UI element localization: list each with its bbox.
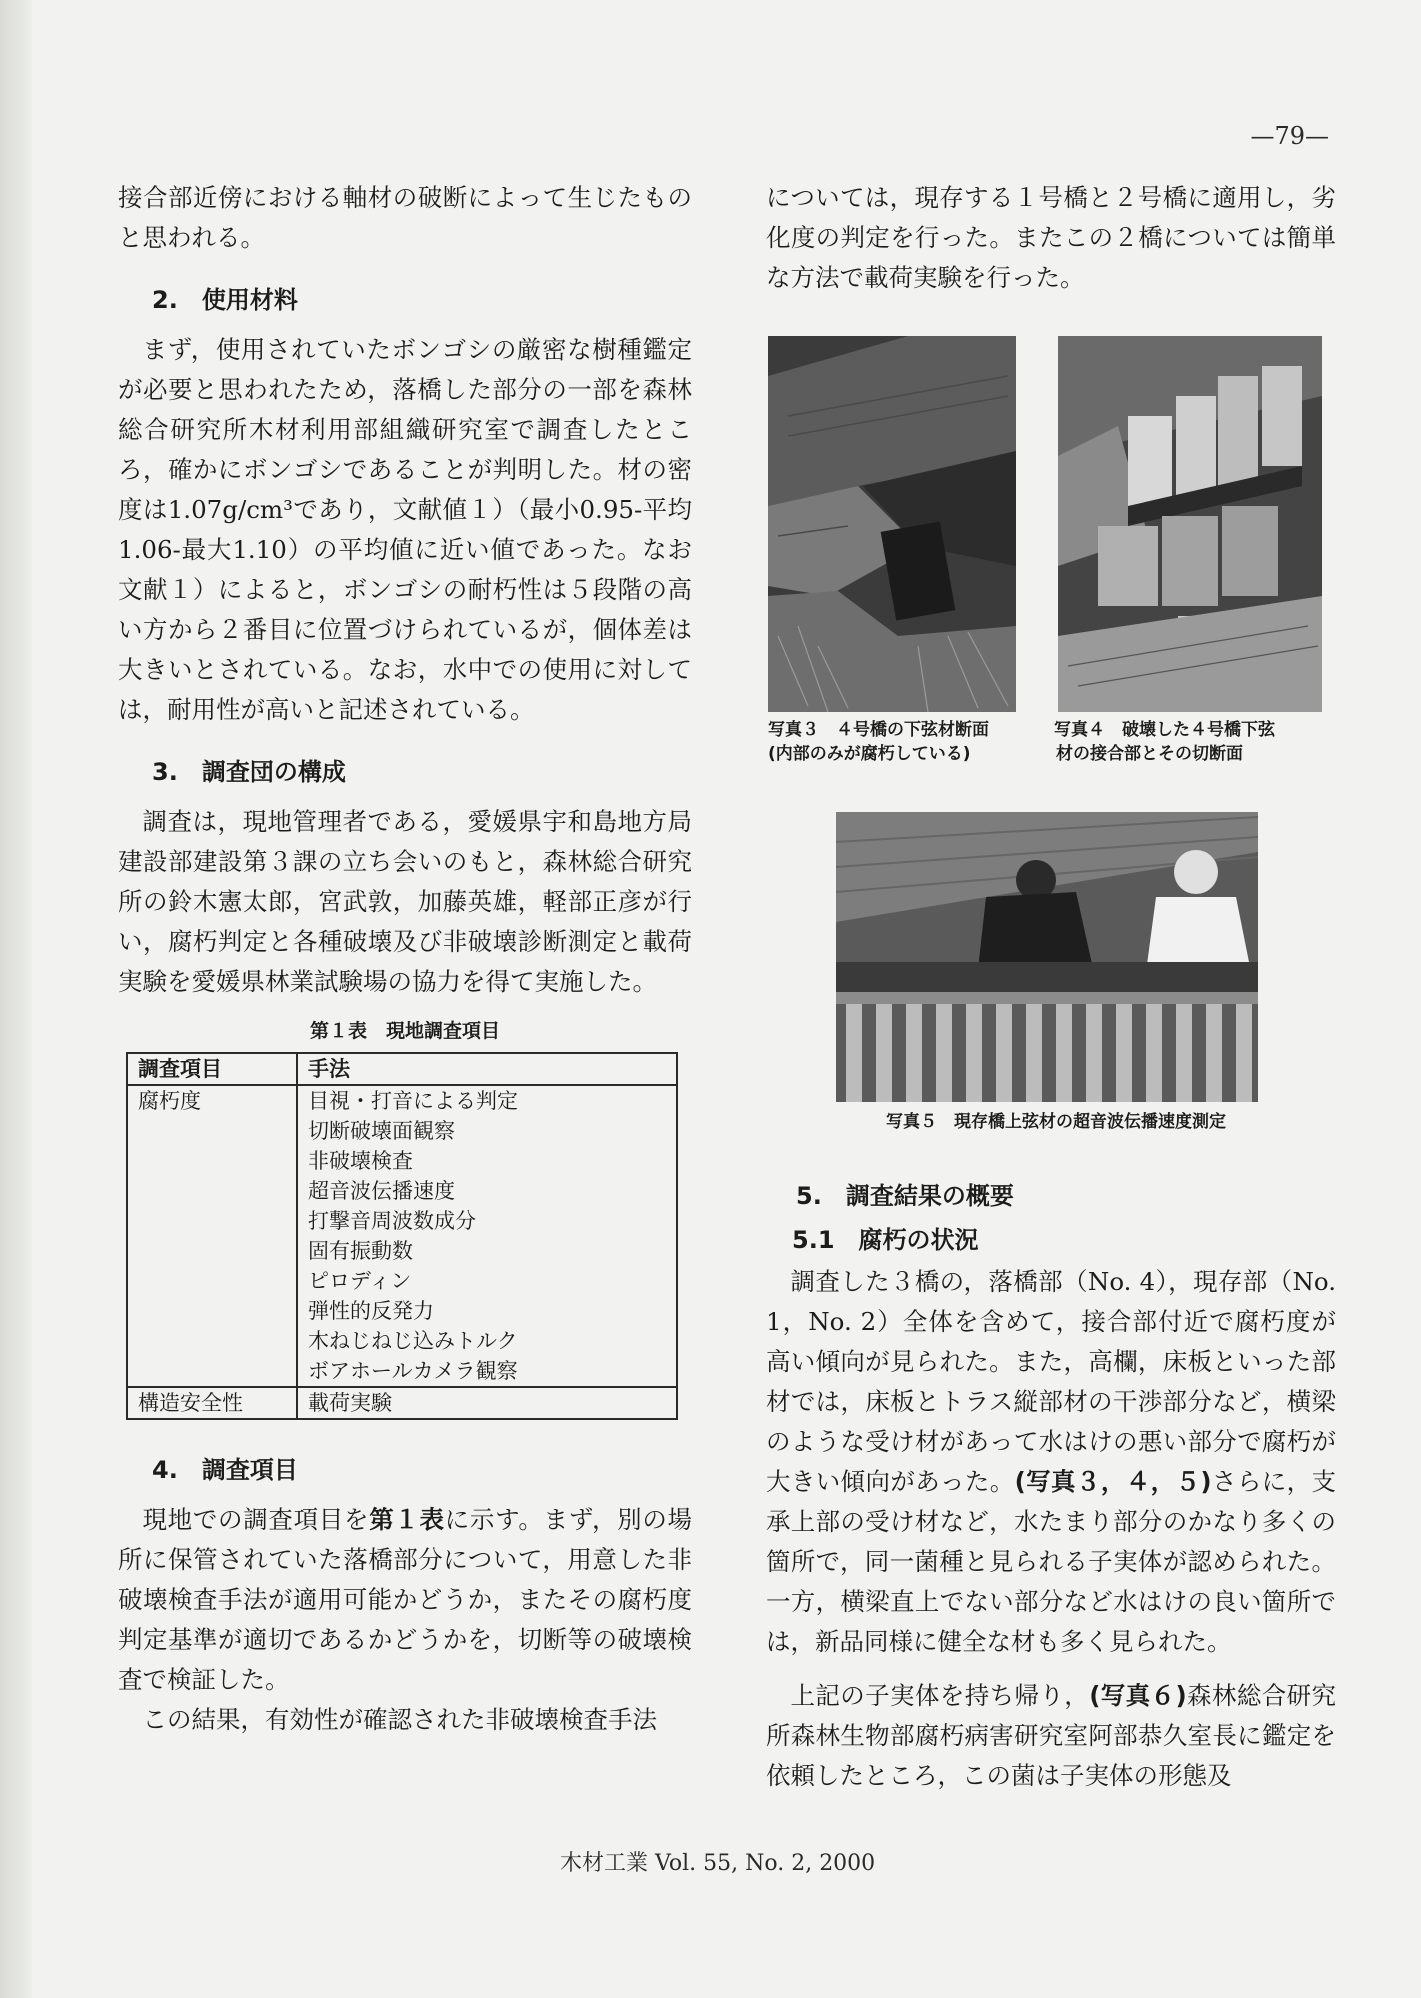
photo-4-caption-line1: 写真４ 破壊した４号橋下弦 bbox=[1054, 720, 1275, 740]
table-1-title: 第１表 現地調査項目 bbox=[309, 1020, 500, 1042]
text-span: さらに，支承上部の受け材など，水たまり部分のかなり多くの箇所で，同一菌種と見られる子実体が認められた。一方，横梁直上でない部分など水はけの良い箇所では，新品同様に健全な材も多く見られた。 bbox=[766, 1467, 1336, 1656]
table-cell-methods: 載荷実験 bbox=[297, 1387, 677, 1419]
right-column-top bbox=[766, 178, 1336, 298]
right-column-bottom bbox=[766, 1176, 1336, 1796]
table-header-item: 調査項目 bbox=[127, 1053, 297, 1085]
table-header-method: 手法 bbox=[297, 1053, 677, 1085]
method-item: 木ねじねじ込みトルク bbox=[308, 1329, 518, 1353]
text-span: 調査した３橋の，落橋部（No. 4），現存部（No. 1，No. 2）全体を含めて，接合部付近で腐朽度が高い傾向が見られた。また，高欄，床板といった部材では，床板とトラス縦部材の干渉部分など，横梁のような受け材があって水はけの悪い部分で腐朽が大きい傾向があった。 bbox=[766, 1267, 1336, 1496]
section-5-1-paragraph-1 bbox=[766, 1262, 1336, 1662]
photo-3-illustration bbox=[768, 336, 1016, 712]
section-2-heading: 2. 使用材料 bbox=[152, 286, 298, 314]
method-item: 超音波伝播速度 bbox=[308, 1179, 455, 1203]
photo-4-illustration bbox=[1058, 336, 1322, 712]
section-5-1-paragraph-2 bbox=[766, 1676, 1336, 1796]
method-item: 打撃音周波数成分 bbox=[308, 1209, 476, 1233]
method-item: 弾性的反発力 bbox=[308, 1299, 434, 1323]
section-3-paragraph: 調査は，現地管理者である，愛媛県宇和島地方局建設部建設第３課の立ち会いのもと，森林総合研究所の鈴木憲太郎，宮武敦，加藤英雄，軽部正彦が行い，腐朽判定と各種破壊及び非破壊診断測定と載荷実験を愛媛県林業試験場の協力を得て実施した。 bbox=[118, 807, 692, 996]
text-span: に示す。まず，別の場所に保管されていた落橋部分について，用意した非破壊検査手法が適用可能かどうか，またその腐朽度判定基準が適切であるかどうかを，切断等の破壊検査で検証した。 bbox=[118, 1505, 693, 1694]
photo-3-caption-line2: (内部のみが腐朽している) bbox=[768, 744, 971, 764]
section-5-heading: 5. 調査結果の概要 bbox=[796, 1182, 1014, 1210]
page-number: —79— bbox=[1250, 122, 1329, 150]
text-span: 森林総合研究所森林生物部腐朽病害研究室阿部恭久室長に鑑定を依頼したところ，この菌は子実体の形態及 bbox=[766, 1681, 1336, 1790]
table-header-row bbox=[127, 1053, 677, 1085]
table-cell-methods bbox=[297, 1085, 677, 1387]
table-row bbox=[127, 1085, 677, 1387]
table-row bbox=[127, 1387, 677, 1419]
section-4-paragraph-1 bbox=[118, 1500, 692, 1700]
method-item: ピロディン bbox=[308, 1269, 412, 1293]
section-2-paragraph: まず，使用されていたボンゴシの厳密な樹種鑑定が必要と思われたため，落橋した部分の一部を森林総合研究所木材利用部組織研究室で調査したところ，確かにボンゴシであることが判明した。材の密度は1.07g/cm³であり，文献値１）（最小0.95-平均1.06-最大1.10）の平均値に近い値であった。なお文献１）によると，ボンゴシの耐朽性は５段階の高い方から２番目に位置づけられているが，個体差は大きいとされている。なお，水中での使用に対しては，耐用性が高いと記述されている。 bbox=[118, 335, 692, 724]
survey-items-table bbox=[126, 1052, 678, 1420]
method-item: 切断破壊面観察 bbox=[308, 1119, 455, 1143]
table-reference: 第１表 bbox=[369, 1505, 445, 1534]
section-4-heading: 4. 調査項目 bbox=[152, 1456, 298, 1484]
photo-3-image bbox=[768, 336, 1016, 712]
table-cell-item: 腐朽度 bbox=[127, 1085, 297, 1387]
photo-5-image bbox=[836, 812, 1258, 1102]
method-item: ボアホールカメラ観察 bbox=[308, 1359, 518, 1383]
table-cell-item: 構造安全性 bbox=[127, 1387, 297, 1419]
method-item: 目視・打音による判定 bbox=[308, 1089, 518, 1113]
text-span: 現地での調査項目を bbox=[142, 1505, 370, 1534]
photo-5-caption: 写真５ 現存橋上弦材の超音波伝播速度測定 bbox=[886, 1112, 1226, 1132]
photo-reference: (写真６) bbox=[1089, 1681, 1187, 1710]
photo-5-illustration bbox=[836, 812, 1258, 1102]
left-column bbox=[118, 178, 692, 1740]
intro-paragraph: 接合部近傍における軸材の破断によって生じたものと思われる。 bbox=[118, 183, 692, 252]
book-binding-shadow bbox=[0, 0, 32, 1998]
photo-4-image bbox=[1058, 336, 1322, 712]
photo-4-caption bbox=[1054, 718, 1344, 766]
photo-3-caption-line1: 写真３ ４号橋の下弦材断面 bbox=[768, 720, 989, 740]
journal-footer: 木材工業 Vol. 55, No. 2, 2000 bbox=[560, 1851, 876, 1876]
photo-4-caption-line2: 材の接合部とその切断面 bbox=[1056, 744, 1243, 764]
method-item: 固有振動数 bbox=[308, 1239, 413, 1263]
text-span: 上記の子実体を持ち帰り， bbox=[790, 1681, 1090, 1710]
section-5-1-heading: 5.1 腐朽の状況 bbox=[792, 1226, 979, 1254]
method-item: 非破壊検査 bbox=[308, 1149, 413, 1173]
photo-3-caption bbox=[768, 718, 1068, 766]
section-3-heading: 3. 調査団の構成 bbox=[152, 758, 346, 786]
section-4-paragraph-2: この結果，有効性が確認された非破壊検査手法 bbox=[142, 1705, 657, 1734]
continued-paragraph: については，現存する１号橋と２号橋に適用し，劣化度の判定を行った。またこの２橋については簡単な方法で載荷実験を行った。 bbox=[766, 183, 1336, 292]
photo-reference: (写真３，４，５) bbox=[1014, 1467, 1212, 1496]
